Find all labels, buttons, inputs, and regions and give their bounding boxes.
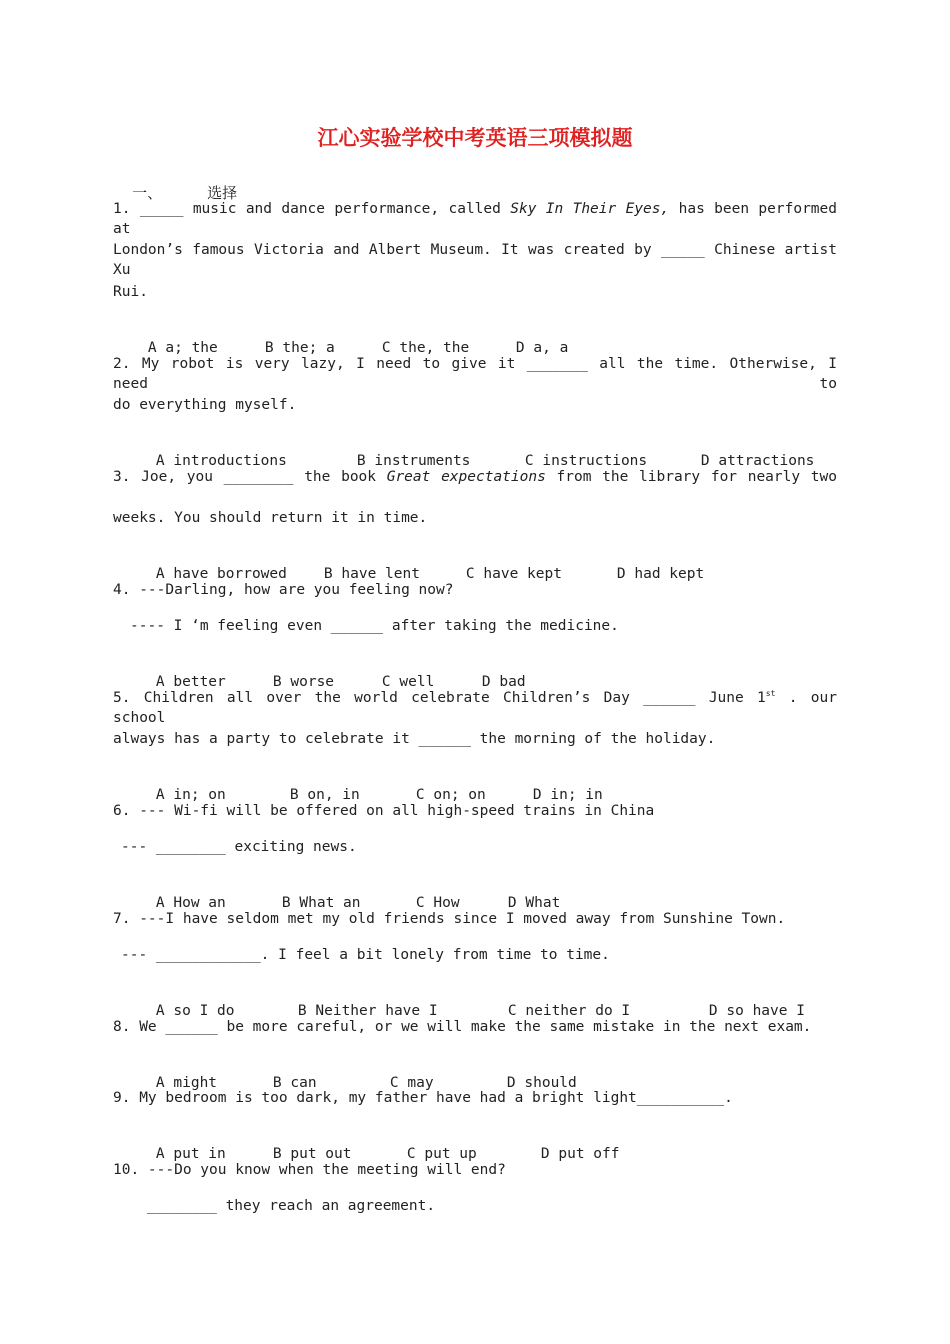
option-b: B can	[272, 1075, 317, 1091]
option-c: C may	[389, 1075, 434, 1091]
option-a: A so I do	[155, 1003, 235, 1019]
option-c: C on; on	[415, 787, 486, 803]
question-1-line-2: London’s famous Victoria and Albert Museum. It was created by _____ Chinese artist Xu	[113, 242, 837, 278]
question-6-line-1: 6. --- Wi-fi will be offered on all high-speed trains in China	[113, 803, 655, 819]
option-a: A better	[155, 674, 226, 690]
section-number: 一、	[132, 184, 163, 202]
question-5-line-2: always has a party to celebrate it ______ the morning of the holiday.	[113, 731, 716, 747]
option-d: D should	[506, 1075, 577, 1091]
question-1-line-3: Rui.	[113, 284, 148, 300]
question-7-line-2: --- ____________. I feel a bit lonely from time to time.	[121, 947, 610, 963]
option-b: B instruments	[356, 453, 471, 469]
option-d: D had kept	[616, 566, 705, 582]
option-d: D a, a	[515, 340, 569, 356]
option-c: C put up	[406, 1146, 477, 1162]
option-d: D What	[507, 895, 561, 911]
question-9-line-1: 9. My bedroom is too dark, my father have had a bright light__________.	[113, 1090, 733, 1106]
option-a: A have borrowed	[155, 566, 287, 582]
option-b: B put out	[272, 1146, 352, 1162]
option-b: B Neither have I	[297, 1003, 438, 1019]
option-c: C well	[381, 674, 435, 690]
option-d: D in; in	[532, 787, 603, 803]
option-a: A How an	[155, 895, 226, 911]
question-2-line-2: do everything myself.	[113, 397, 297, 413]
option-b: B on, in	[289, 787, 360, 803]
question-8-line-1: 8. We ______ be more careful, or we will make the same mistake in the next exam.	[113, 1019, 812, 1035]
option-d: D bad	[481, 674, 526, 690]
option-d: D so have I	[708, 1003, 805, 1019]
question-3-line-1: 3. Joe, you ________ the book Great expectations from the library for nearly two	[113, 469, 837, 485]
question-7-line-1: 7. ---I have seldom met my old friends since I moved away from Sunshine Town.	[113, 911, 786, 927]
option-a: A a; the	[147, 340, 218, 356]
question-10-line-2: ________ they reach an agreement.	[147, 1198, 436, 1214]
option-a: A introductions	[155, 453, 287, 469]
option-c: C neither do I	[507, 1003, 631, 1019]
option-c: C the, the	[381, 340, 470, 356]
option-c: C instructions	[524, 453, 648, 469]
option-b: B the; a	[264, 340, 335, 356]
option-c: C How	[415, 895, 460, 911]
section-name: 选择	[207, 184, 238, 202]
option-c: C have kept	[465, 566, 562, 582]
option-d: D attractions	[700, 453, 815, 469]
question-4-line-2: ---- I ‘m feeling even ______ after taking the medicine.	[130, 618, 619, 634]
option-b: B worse	[272, 674, 335, 690]
question-1-line-1: 1. _____ music and dance performance, called Sky In Their Eyes, has been performed at	[113, 201, 837, 237]
question-2-line-1: 2. My robot is very lazy, I need to give it _______ all the time. Otherwise, I need to	[113, 356, 837, 392]
option-d: D put off	[540, 1146, 620, 1162]
question-4-line-1: 4. ---Darling, how are you feeling now?	[113, 582, 454, 598]
option-a: A in; on	[155, 787, 226, 803]
page-title: 江心实验学校中考英语三项模拟题	[317, 126, 633, 150]
question-3-line-2: weeks. You should return it in time.	[113, 510, 428, 526]
option-b: B have lent	[323, 566, 420, 582]
option-a: A might	[155, 1075, 218, 1091]
option-a: A put in	[155, 1146, 226, 1162]
question-10-line-1: 10. ---Do you know when the meeting will end?	[113, 1162, 506, 1178]
option-b: B What an	[281, 895, 361, 911]
question-6-line-2: --- ________ exciting news.	[121, 839, 357, 855]
question-5-line-1: 5. Children all over the world celebrate Children’s Day ______ June 1st . our school	[113, 689, 837, 726]
